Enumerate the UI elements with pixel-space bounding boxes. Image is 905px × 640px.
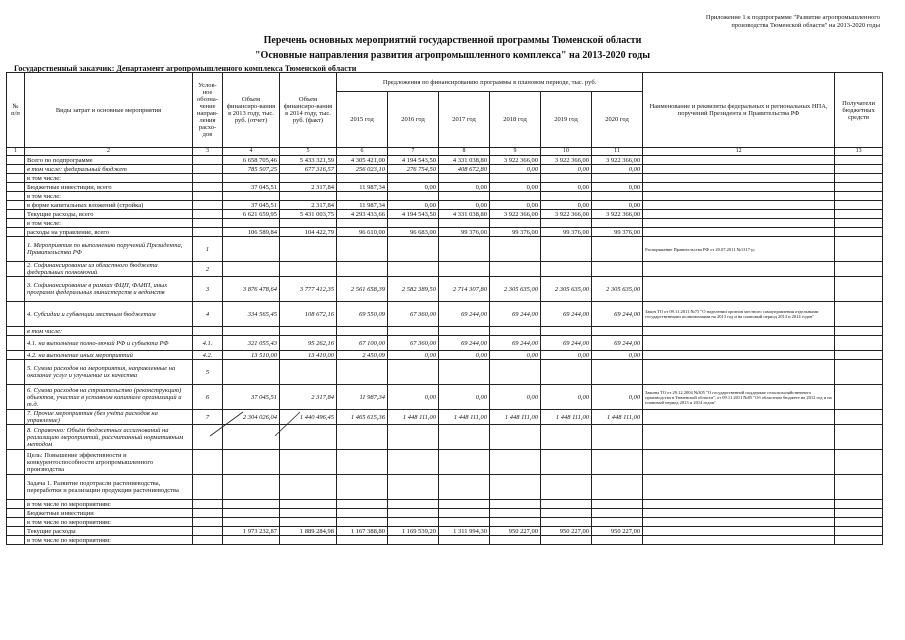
row-value: 3 922 366,00 (592, 156, 643, 165)
row-value: 1 448 111,00 (388, 410, 439, 425)
row-symbol: 5 (193, 360, 223, 385)
header-name: Виды затрат и основные мероприятия (25, 73, 193, 148)
row-value: 0,00 (388, 385, 439, 410)
row-value: 0,00 (490, 351, 541, 360)
row-value: 0,00 (592, 385, 643, 410)
row-name: 4.2. на выполнение иных мероприятий (25, 351, 193, 360)
row-value: 4 331 038,80 (439, 210, 490, 219)
row-value: 99 376,00 (592, 228, 643, 237)
row-value: 69 244,00 (592, 302, 643, 327)
row-value: 2 305 635,00 (490, 277, 541, 302)
row-value: 0,00 (541, 351, 592, 360)
appendix-note: Приложение 1 к подпрограмме "Развитие агропромышленного производства Тюменской области" на 2013-2020 годы (705, 14, 880, 29)
row-value: 1 448 111,00 (490, 410, 541, 425)
row-value: 0,00 (439, 351, 490, 360)
column-number: 8 (439, 148, 490, 156)
npa-text: Законы ТО от 29.12.2004 №305 "О государственной поддержке сельскохозяйственного производства в Тюменской области", от 09.11.2011 №85 "Об областном бюджете на 2012 год и на плановый период 2013 и 2014 годов" (645, 389, 832, 405)
row-name: в том числе: (25, 174, 193, 183)
row-name: 6. Сумма расходов на строительство (реконструкцию) объектов, участие в уставном капитале организаций и т.д. (25, 385, 193, 410)
row-symbol: 7 (193, 410, 223, 425)
row-name: расходы на управление, всего (25, 228, 193, 237)
row-value: 677 316,57 (280, 165, 337, 174)
row-name: Цель: Повышение эффективности и конкурентоспособности агропромышленного производства (25, 450, 193, 475)
header-year: 2015 год (337, 92, 388, 148)
row-value: 11 987,34 (337, 201, 388, 210)
row-value: 106 589,84 (223, 228, 280, 237)
row-value: 950 227,00 (592, 527, 643, 536)
strike-line-2013 (210, 412, 243, 436)
customer-line: Государственный заказчик: Департамент агропромышленного комплекса Тюменской области (14, 64, 357, 73)
row-name: в том числе по мероприятиям: (25, 518, 193, 527)
row-value: 2 317,84 (280, 183, 337, 192)
row-value: 1 448 111,00 (541, 410, 592, 425)
row-name: Бюджетные инвестиции (25, 509, 193, 518)
row-value: 11 987,34 (337, 183, 388, 192)
row-value: 0,00 (592, 201, 643, 210)
row-value: 0,00 (541, 201, 592, 210)
row-symbol: 4.2. (193, 351, 223, 360)
row-value: 0,00 (541, 165, 592, 174)
row-value: 2 561 658,39 (337, 277, 388, 302)
column-number: 3 (193, 148, 223, 156)
column-number: 2 (25, 148, 193, 156)
row-value: 67 360,00 (388, 302, 439, 327)
row-value: 69 244,00 (490, 302, 541, 327)
row-value: 0,00 (490, 385, 541, 410)
row-value: 1 465 615,36 (337, 410, 388, 425)
header-planned: Предложения по финансированию программы в плановом периоде, тыс. руб. (337, 73, 643, 92)
row-value: 2 305 635,00 (592, 277, 643, 302)
row-value: 0,00 (490, 165, 541, 174)
title-line-2: "Основные направления развития агропромышленного комплекса" на 2013-2020 годы (254, 50, 651, 61)
row-value: 1 440 496,45 (280, 410, 337, 425)
row-value: 69 244,00 (439, 336, 490, 351)
row-name: в том числе: (25, 192, 193, 201)
row-name: в том числе по мероприятиям: (25, 500, 193, 509)
row-name: Бюджетные инвестиции, всего (25, 183, 193, 192)
column-number: 9 (490, 148, 541, 156)
row-name: в том числе: (25, 327, 193, 336)
row-value: 950 227,00 (541, 527, 592, 536)
row-value: 11 987,34 (337, 385, 388, 410)
row-value: 2 305 635,00 (541, 277, 592, 302)
row-value: 1 889 284,98 (280, 527, 337, 536)
header-year: 2017 год (439, 92, 490, 148)
row-value: 3 922 366,00 (592, 210, 643, 219)
row-value: 0,00 (439, 385, 490, 410)
row-symbol: 6 (193, 385, 223, 410)
row-value: 95 262,16 (280, 336, 337, 351)
row-name: 4. Субсидии и субвенции местным бюджетам (25, 302, 193, 327)
header-year: 2019 год (541, 92, 592, 148)
row-value: 69 244,00 (490, 336, 541, 351)
row-value: 96 610,00 (337, 228, 388, 237)
row-value: 1 167 388,80 (337, 527, 388, 536)
row-value: 4 194 543,50 (388, 156, 439, 165)
row-value: 785 507,25 (223, 165, 280, 174)
row-value: 3 876 478,64 (223, 277, 280, 302)
row-value: 0,00 (388, 351, 439, 360)
row-name: в том числе: федеральный бюджет (25, 165, 193, 174)
row-value: 99 376,00 (490, 228, 541, 237)
row-value: 0,00 (439, 183, 490, 192)
row-value: 67 360,00 (388, 336, 439, 351)
header-recipients: Получатели бюджетных средств (835, 73, 883, 148)
row-value: 1 311 994,30 (439, 527, 490, 536)
row-value: 13 510,00 (223, 351, 280, 360)
column-number: 11 (592, 148, 643, 156)
column-number: 4 (223, 148, 280, 156)
row-name: 8. Справочно: Объём бюджетных ассигнований на реализацию мероприятий, рассчитанный нормативным методом (25, 425, 193, 450)
row-name: в том числе по мероприятиям: (25, 536, 193, 545)
row-value: 408 672,80 (439, 165, 490, 174)
title-line-1: Перечень основных мероприятий государственной программы Тюменской области (263, 35, 642, 46)
row-name: 7. Прочие мероприятия (без учёта расходов на управление) (25, 410, 193, 425)
row-name: Всего по подпрограмме (25, 156, 193, 165)
row-value: 5 431 003,75 (280, 210, 337, 219)
column-number: 6 (337, 148, 388, 156)
row-value: 1 973 232,87 (223, 527, 280, 536)
row-symbol: 2 (193, 262, 223, 277)
row-value: 4 331 038,80 (439, 156, 490, 165)
row-value: 69 244,00 (541, 336, 592, 351)
header-num: № п/п (7, 73, 25, 148)
header-year: 2020 год (592, 92, 643, 148)
row-name: 2. Софинансирование из областного бюджета федеральных полномочий (25, 262, 193, 277)
row-value: 2 317,84 (280, 201, 337, 210)
row-value: 0,00 (592, 183, 643, 192)
row-value: 0,00 (388, 183, 439, 192)
row-value: 69 244,00 (439, 302, 490, 327)
row-value: 0,00 (592, 165, 643, 174)
row-name: 5. Сумма расходов на мероприятия, направленные на оказание услуг и улучшение их качества (25, 360, 193, 385)
row-name: в форме капитальных вложений (стройка) (25, 201, 193, 210)
row-value: 1 448 111,00 (592, 410, 643, 425)
row-symbol: 1 (193, 237, 223, 262)
row-value: 4 293 433,66 (337, 210, 388, 219)
row-value: 950 227,00 (490, 527, 541, 536)
row-value: 256 023,10 (337, 165, 388, 174)
row-value: 3 922 366,00 (490, 210, 541, 219)
row-value: 0,00 (490, 183, 541, 192)
row-name: 4.1. на выполнение полно-мочий РФ и субъекта РФ (25, 336, 193, 351)
column-number: 10 (541, 148, 592, 156)
row-name: Текущие расходы, всего (25, 210, 193, 219)
header-symbol: Услов-ное обозна-чение направ-ления расхо-дов (193, 73, 223, 148)
row-value: 3 922 366,00 (490, 156, 541, 165)
row-value: 0,00 (388, 201, 439, 210)
header-year: 2018 год (490, 92, 541, 148)
row-value: 69 244,00 (592, 336, 643, 351)
row-value: 3 922 366,00 (541, 210, 592, 219)
row-value: 37 045,51 (223, 201, 280, 210)
column-number: 7 (388, 148, 439, 156)
strike-line-2014 (275, 412, 300, 436)
row-value: 4 305 421,00 (337, 156, 388, 165)
row-symbol: 4.1. (193, 336, 223, 351)
row-value: 37 045,51 (223, 183, 280, 192)
row-value: 2 450,09 (337, 351, 388, 360)
row-symbol: 4 (193, 302, 223, 327)
row-value: 37 045,51 (223, 385, 280, 410)
row-value: 0,00 (592, 351, 643, 360)
row-value: 5 433 321,59 (280, 156, 337, 165)
row-value: 67 100,00 (337, 336, 388, 351)
row-name: Текущие расходы (25, 527, 193, 536)
row-value: 2 304 026,04 (223, 410, 280, 425)
row-value: 0,00 (541, 385, 592, 410)
header-vol-2014: Объем финансиро-вания в 2014 году, тыс. руб. (факт) (280, 73, 337, 148)
row-value: 4 194 543,50 (388, 210, 439, 219)
row-value: 1 169 539,20 (388, 527, 439, 536)
row-value: 108 672,16 (280, 302, 337, 327)
header-npa: Наименование и реквизиты федеральных и региональных НПА, поручений Президента и Правительства РФ (643, 73, 835, 148)
row-value: 0,00 (439, 201, 490, 210)
row-value: 0,00 (490, 201, 541, 210)
row-value: 3 922 366,00 (541, 156, 592, 165)
row-value: 104 422,79 (280, 228, 337, 237)
row-value: 334 565,45 (223, 302, 280, 327)
column-number: 1 (7, 148, 25, 156)
row-value: 2 317,84 (280, 385, 337, 410)
row-symbol: 3 (193, 277, 223, 302)
row-name: Задача 1. Развитие подотрасли растениеводства, переработки и реализации продукции растениеводства (25, 475, 193, 500)
column-number: 13 (835, 148, 883, 156)
row-value: 321 055,43 (223, 336, 280, 351)
row-value: 6 658 705,46 (223, 156, 280, 165)
header-year: 2016 год (388, 92, 439, 148)
npa-text: Закон ТО от 09.11.2011 №75 "О наделении органов местного самоуправления отдельными государственными полномочиями на 2013 год и на плановый период 2013 и 2014 годов" (645, 309, 819, 319)
row-name: 3. Софинансирование в рамках ФЦП, ФАИП, иных программ федеральных министерств и ведомств (25, 277, 193, 302)
column-number: 5 (280, 148, 337, 156)
row-value: 13 410,00 (280, 351, 337, 360)
row-value: 2 582 389,50 (388, 277, 439, 302)
row-value: 1 448 111,00 (439, 410, 490, 425)
row-name: в том числе: (25, 219, 193, 228)
header-vol-2013: Объем финансиро-вания в 2013 году, тыс. руб. (отчет) (223, 73, 280, 148)
row-value: 96 683,00 (388, 228, 439, 237)
column-number: 12 (643, 148, 835, 156)
row-value: 99 376,00 (541, 228, 592, 237)
row-value: 0,00 (541, 183, 592, 192)
row-value: 6 621 659,95 (223, 210, 280, 219)
npa-text: Распоряжение Правительства РФ от 20.07.2011 №1317-р; (645, 246, 755, 252)
row-name: 1. Мероприятия по выполнению поручений Президента, Правительства РФ (25, 237, 193, 262)
row-value: 3 777 412,35 (280, 277, 337, 302)
row-value: 2 714 307,80 (439, 277, 490, 302)
row-value: 69 550,09 (337, 302, 388, 327)
row-value: 69 244,00 (541, 302, 592, 327)
row-value: 276 754,50 (388, 165, 439, 174)
row-value: 99 376,00 (439, 228, 490, 237)
